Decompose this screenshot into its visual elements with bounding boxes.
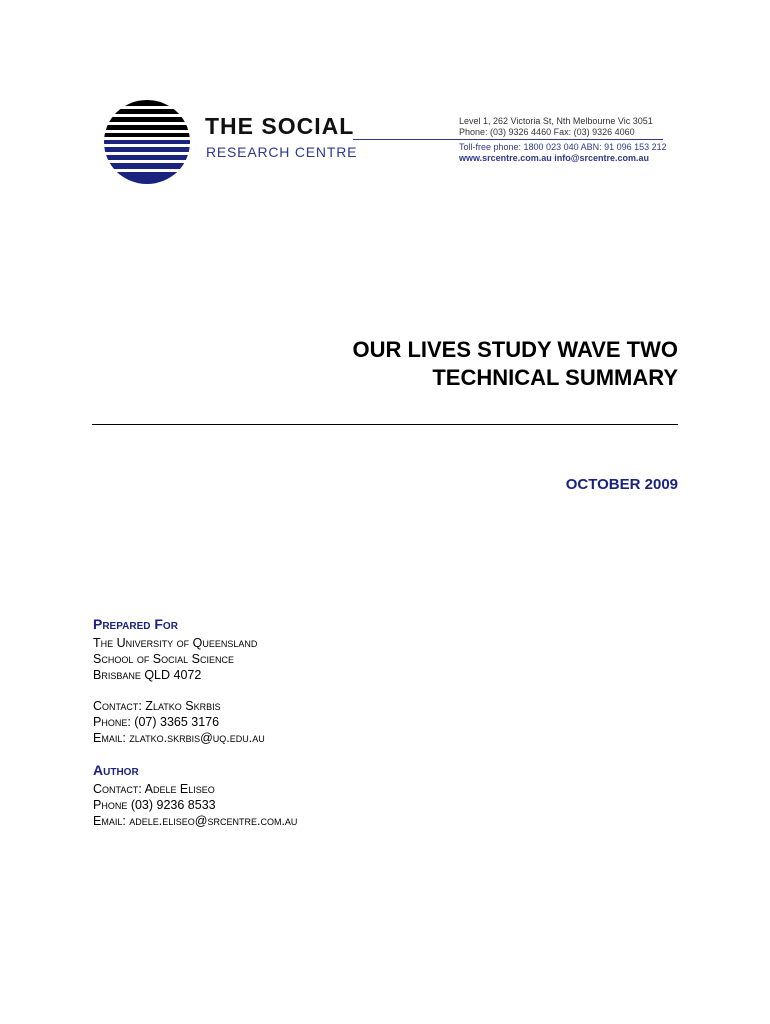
author-email: Email: adele.eliseo@srcentre.com.au	[93, 814, 298, 828]
brand-title: THE SOCIAL	[205, 113, 355, 139]
address-line: Level 1, 262 Victoria St, Nth Melbourne Vic 3051	[459, 116, 653, 126]
brand-subtitle: RESEARCH CENTRE	[206, 144, 358, 160]
recipient-contact: Contact: Zlatko Skrbis	[93, 699, 221, 713]
author-phone: Phone (03) 9236 8533	[93, 798, 216, 812]
tollfree-abn-line: Toll-free phone: 1800 023 040 ABN: 91 096 153 212	[459, 142, 667, 152]
author-heading: Author	[93, 762, 139, 778]
title-line-1: OUR LIVES STUDY WAVE TWO	[352, 337, 678, 362]
document-date: OCTOBER 2009	[565, 476, 678, 493]
recipient-email: Email: zlatko.skrbis@uq.edu.au	[93, 731, 265, 745]
title-line-2: TECHNICAL SUMMARY	[432, 365, 678, 390]
document-title	[352, 336, 678, 392]
author-contact: Contact: Adele Eliseo	[93, 782, 215, 796]
title-divider	[92, 424, 678, 425]
recipient-address: Brisbane QLD 4072	[93, 668, 202, 682]
phone-fax-line: Phone: (03) 9326 4460 Fax: (03) 9326 4060	[459, 127, 635, 137]
striped-globe-icon	[104, 100, 190, 184]
prepared-for-heading: Prepared For	[93, 616, 178, 632]
recipient-school: School of Social Science	[93, 652, 234, 666]
recipient-phone: Phone: (07) 3365 3176	[93, 715, 220, 729]
recipient-organisation: The University of Queensland	[93, 636, 258, 650]
letterhead-divider	[353, 139, 663, 140]
web-email-line: www.srcentre.com.au info@srcentre.com.au	[459, 153, 649, 163]
